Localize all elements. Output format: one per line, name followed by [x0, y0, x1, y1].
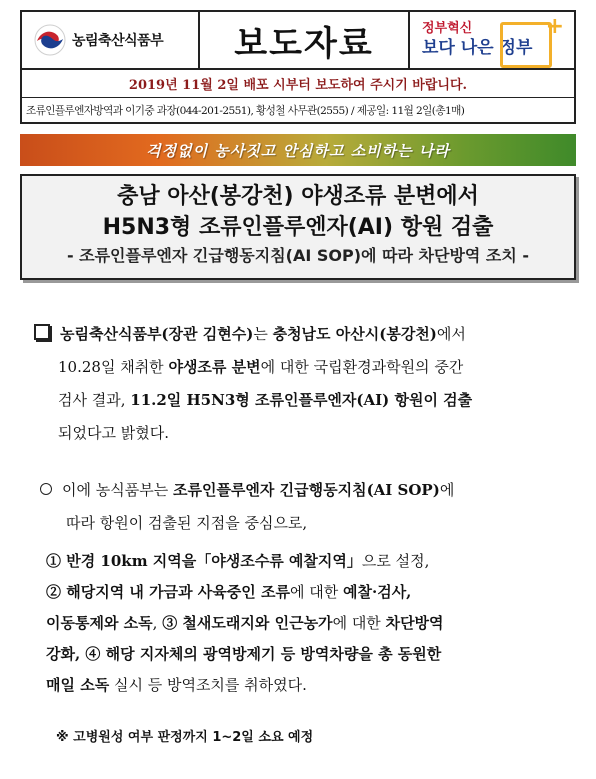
slogan-banner: [20, 134, 576, 166]
circle-bullet-icon: [40, 483, 52, 495]
text-span: 조류인플루엔자 긴급행동지침: [172, 481, 367, 499]
headline-subtitle: - 조류인플루엔자 긴급행동지침(AI SOP)에 따라 차단방역 조치 -: [66, 246, 530, 265]
text-span: 10.28일 채취한: [58, 358, 169, 376]
paragraph-line: [46, 639, 566, 670]
headline-line-2: H5N3형 조류인플루엔자(AI) 항원 검출: [102, 215, 494, 240]
headline-box: [20, 174, 576, 280]
text-span: 에 대한: [289, 583, 343, 601]
ministry-name: 농림축산식품부: [72, 33, 164, 49]
text-span: 차단방역: [385, 614, 444, 632]
text-span: 이동통제와 소독: [46, 614, 153, 632]
slogan-text: 걱정없이 농사짓고 안심하고 소비하는 나라: [146, 141, 450, 160]
page-title: 보도자료: [234, 23, 374, 64]
text-span: 야생조류 분변: [168, 358, 261, 376]
text-span: 되었다고 밝혔다.: [58, 424, 169, 442]
text-span: 에 대한 국립환경과학원의 중간: [260, 358, 464, 376]
gov-logo-frame: [500, 22, 552, 68]
paragraph-line: [46, 608, 566, 639]
text-span: ,: [152, 614, 163, 632]
paragraph-line: [40, 507, 560, 540]
main-paragraph: [34, 318, 554, 450]
footnote: ※ 고병원성 여부 판정까지 1~2일 소요 예정: [56, 730, 314, 745]
title-cell: [200, 12, 410, 68]
text-span: 매일 소독: [46, 676, 110, 694]
text-span: 이에 농식품부는: [62, 481, 173, 499]
text-span: 는: [253, 325, 273, 343]
text-span: 11.2일 H5N3형 조류인플루엔자(AI) 항원이 검출: [130, 391, 473, 409]
paragraph-line: [46, 546, 566, 577]
text-span: 검사 결과,: [58, 391, 131, 409]
text-span: 강화, ④ 해당 지자체의 광역방제기 등 방역차량을 총 동원한: [46, 645, 442, 663]
text-span: 충청남도 아산시(봉강천): [272, 325, 437, 343]
text-span: 에서: [436, 325, 466, 343]
government-emblem-icon: [34, 24, 66, 56]
gov-innovation-logo: [410, 12, 574, 68]
paragraph-line: [34, 417, 554, 450]
text-span: ② 해당지역 내 가금과 사육중인 조류: [46, 583, 290, 601]
square-bullet-icon: [34, 324, 50, 340]
press-header: [20, 10, 576, 70]
text-span: ① 반경 10km 지역을「야생조수류 예찰지역」: [46, 552, 362, 570]
text-span: ③ 철새도래지와 인근농가: [162, 614, 333, 632]
gov-slogan-label: 보다 나은 정부: [422, 38, 533, 58]
text-span: 에 대한: [332, 614, 386, 632]
text-span: 농림축산식품부(장관 김현수): [60, 325, 254, 343]
paragraph-line: [34, 351, 554, 384]
plus-icon: +: [545, 14, 564, 39]
text-span: 실시 등 방역조치를 취하였다.: [109, 676, 307, 694]
paragraph-line: [34, 384, 554, 417]
paragraph-line: [46, 670, 566, 701]
gov-innovation-label: 정부혁신: [422, 21, 473, 36]
text-span: 예찰·검사,: [343, 583, 412, 601]
headline-line-1: 충남 아산(봉강천) 야생조류 분변에서: [117, 184, 479, 209]
paragraph-line: [34, 318, 554, 351]
contact-info: 조류인플루엔자방역과 이기중 과장(044-201-2551), 황성철 사무관(2555) / 제공일: 11월 2일(총1매): [20, 98, 576, 124]
text-span: 에: [439, 481, 455, 499]
measures-list: [46, 546, 566, 701]
paragraph-line: [46, 577, 566, 608]
text-span: (AI SOP): [366, 481, 440, 499]
paragraph-line: [40, 474, 560, 507]
sub-paragraph: [40, 474, 560, 540]
embargo-notice: 2019년 11월 2일 배포 시부터 보도하여 주시기 바랍니다.: [20, 70, 576, 98]
text-span: 으로 설정,: [361, 552, 430, 570]
ministry-cell: [22, 12, 200, 68]
text-span: 따라 항원이 검출된 지점을 중심으로,: [66, 514, 308, 532]
